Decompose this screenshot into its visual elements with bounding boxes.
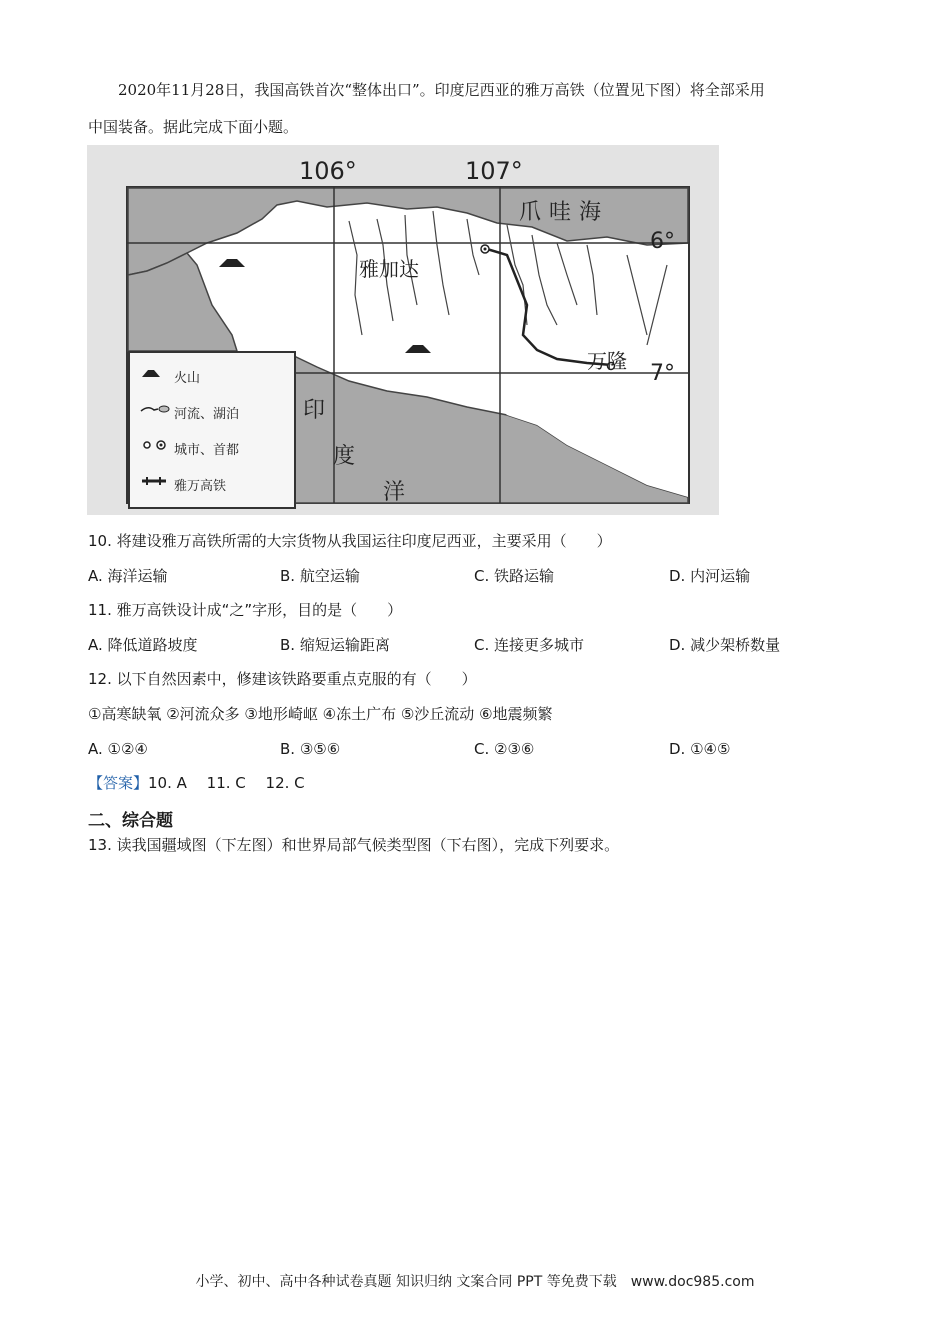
map-legend xyxy=(128,351,296,509)
ocean-label-char-3: 洋 xyxy=(383,480,406,505)
intro-line-1: 2020年11月28日，我国高铁首次“整体出口”。印度尼西亚的雅万高铁（位置见下图）将全部采用 xyxy=(118,81,765,99)
legend-row-volcano: 火山 xyxy=(140,367,200,386)
legend-row-railway: 雅万高铁 xyxy=(174,479,227,494)
latitude-label-7: 7° xyxy=(650,361,675,386)
question-12-option-c: C. ②③⑥ xyxy=(474,740,535,758)
question-10-option-c: C. 铁路运输 xyxy=(474,567,555,585)
answer-line xyxy=(88,773,305,793)
ocean-label-char-1: 印 xyxy=(303,398,326,423)
question-10-option-b: B. 航空运输 xyxy=(280,567,360,585)
intro-line-2: 中国装备。据此完成下面小题。 xyxy=(88,118,299,136)
question-11-option-d: D. 减少架桥数量 xyxy=(669,636,781,654)
city-label-jakarta: 雅加达 xyxy=(359,257,419,281)
page-footer: 小学、初中、高中各种试卷真题 知识归纳 文案合同 PPT 等免费下载 www.doc985.com xyxy=(195,1274,755,1290)
question-12-factors: ①高寒缺氧 ②河流众多 ③地形崎岖 ④冻土广布 ⑤沙丘流动 ⑥地震频繁 xyxy=(88,705,553,723)
answer-text: 10. A 11. C 12. C xyxy=(148,774,305,792)
java-railway-map xyxy=(87,145,719,515)
section-heading: 二、综合题 xyxy=(88,811,173,831)
legend-row-city-capital: 城市、首都 xyxy=(140,439,239,458)
answer-tag: 【答案】 xyxy=(88,774,149,792)
question-13-stem: 13. 读我国疆域图（下左图）和世界局部气候类型图（下右图），完成下列要求。 xyxy=(88,836,620,854)
question-11-option-b: B. 缩短运输距离 xyxy=(280,636,390,654)
sea-label-java-sea: 爪哇海 xyxy=(519,200,610,225)
question-12-stem: 12. 以下自然因素中，修建该铁路要重点克服的有（ ） xyxy=(88,670,477,688)
longitude-label-107: 107° xyxy=(465,157,523,185)
question-11-option-c: C. 连接更多城市 xyxy=(474,636,585,654)
question-10-option-d: D. 内河运输 xyxy=(669,567,751,585)
question-10-option-a: A. 海洋运输 xyxy=(88,567,168,585)
longitude-label-106: 106° xyxy=(299,157,357,185)
question-12-option-a: A. ①②④ xyxy=(88,740,148,758)
question-11-option-a: A. 降低道路坡度 xyxy=(88,636,198,654)
latitude-label-6: 6° xyxy=(650,229,675,254)
ocean-label-char-2: 度 xyxy=(333,444,356,469)
question-12-option-d: D. ①④⑤ xyxy=(669,740,731,758)
city-label-bandung: 万隆 xyxy=(587,349,627,373)
question-10-stem: 10. 将建设雅万高铁所需的大宗货物从我国运往印度尼西亚，主要采用（ ） xyxy=(88,532,612,550)
question-12-option-b: B. ③⑤⑥ xyxy=(280,740,341,758)
question-11-stem: 11. 雅万高铁设计成“之”字形，目的是（ ） xyxy=(88,601,403,619)
legend-row-river-lake: 河流、湖泊 xyxy=(140,403,239,422)
